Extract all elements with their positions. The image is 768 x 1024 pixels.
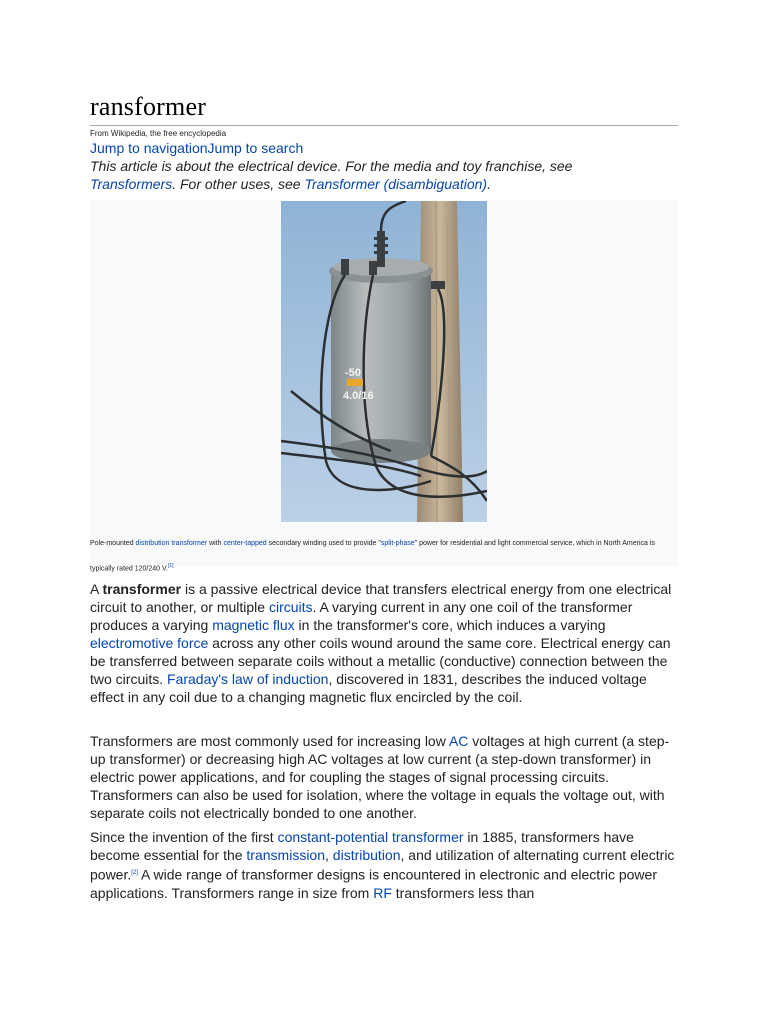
- hatnote-text: .: [487, 176, 491, 192]
- paragraph-text: across any other coils wound around the same core. Electrical energy can be transferred between separate coils without a metallic (conductive) connection between the two circuits.: [90, 635, 671, 687]
- disambiguation-link[interactable]: Transformer (disambiguation): [304, 176, 488, 192]
- photo-label-bottom: 4.0/16: [343, 390, 374, 402]
- paragraph-text: Since the invention of the first: [90, 829, 278, 845]
- from-wikipedia-line: From Wikipedia, the free encyclopedia: [90, 129, 227, 138]
- bold-term: transformer: [102, 581, 182, 597]
- ac-link[interactable]: AC: [448, 733, 469, 749]
- constant-potential-transformer-link[interactable]: constant-potential transformer: [277, 829, 464, 845]
- paragraph-intro: [90, 580, 680, 706]
- paragraph-text: . A varying current in any one coil of the transformer produces a varying: [90, 599, 633, 633]
- paragraph-text: , discovered in 1831, describes the induced voltage effect in any coil due to a changing magnetic flux encircled by the coil.: [90, 671, 647, 705]
- caption-text: secondary winding used to provide ": [266, 540, 381, 547]
- paragraph-uses: [90, 732, 680, 822]
- figure-caption: [90, 533, 670, 580]
- paragraph-text: in the transformer's core, which induces a varying: [294, 617, 606, 633]
- caption-ref[interactable]: [1]: [167, 563, 174, 569]
- photo-label-top: -50: [345, 367, 361, 379]
- jump-to-navigation-link[interactable]: Jump to navigation: [90, 140, 208, 156]
- paragraph-text: ,: [325, 847, 333, 863]
- rf-link[interactable]: RF: [373, 884, 392, 901]
- paragraph-text: A wide range of transformer designs is encountered in electronic and electric power applications. Transformers range in size from: [90, 866, 657, 901]
- distribution-link[interactable]: distribution: [332, 847, 401, 863]
- electromotive-force-link[interactable]: electromotive force: [90, 635, 209, 651]
- transformers-link[interactable]: Transformers: [90, 176, 173, 192]
- center-tapped-link[interactable]: center-tapped: [223, 540, 267, 547]
- jump-links: [90, 140, 303, 156]
- caption-text: Pole-mounted: [90, 540, 136, 547]
- paragraph-text: is a passive electrical device that transfers electrical energy from one electrical circuit to another, or multiple: [90, 581, 672, 615]
- caption-text: " power for residential and light commercial service, which in North America is typically rated 120/240 V.: [90, 540, 655, 573]
- hatnote-text: . For other uses, see: [172, 176, 305, 192]
- transmission-link[interactable]: transmission: [246, 847, 326, 863]
- circuits-link[interactable]: circuits: [268, 599, 313, 615]
- hatnote-text: This article is about the electrical device. For the media and toy franchise, see: [90, 158, 573, 174]
- faradays-law-link[interactable]: Faraday's law of induction: [167, 671, 329, 687]
- paragraph-text: transformers less than: [391, 884, 535, 901]
- paragraph-text: Transformers are most commonly used for increasing low: [90, 733, 449, 749]
- paragraph-text: voltages at high current (a step-up transformer) or decreasing high AC voltages at low current (a step-down transformer) in electric power applications, and for coupling the stages of signal processing circuits. Transformers can also be used for isolation, where the voltage in equals the voltage out, with separate coils not electrically bonded to one another.: [90, 733, 670, 821]
- transformer-photo[interactable]: [281, 201, 487, 522]
- paragraph-text: A: [90, 581, 103, 597]
- title-divider: [90, 125, 678, 126]
- paragraph-text: in 1885, transformers have become essential for the: [90, 829, 634, 863]
- jump-to-search-link[interactable]: Jump to search: [207, 140, 304, 156]
- distribution-transformer-link[interactable]: distribution transformer: [135, 540, 208, 547]
- paragraph-text: , and utilization of alternating current electric power.: [90, 847, 675, 883]
- reference-link[interactable]: [2]: [131, 870, 138, 876]
- paragraph-history: [90, 828, 680, 902]
- magnetic-flux-link[interactable]: magnetic flux: [212, 617, 295, 633]
- hatnote: [90, 157, 630, 193]
- caption-text: with: [207, 540, 224, 547]
- page-title: ransformer: [90, 92, 207, 121]
- split-phase-link[interactable]: split-phase: [380, 540, 415, 547]
